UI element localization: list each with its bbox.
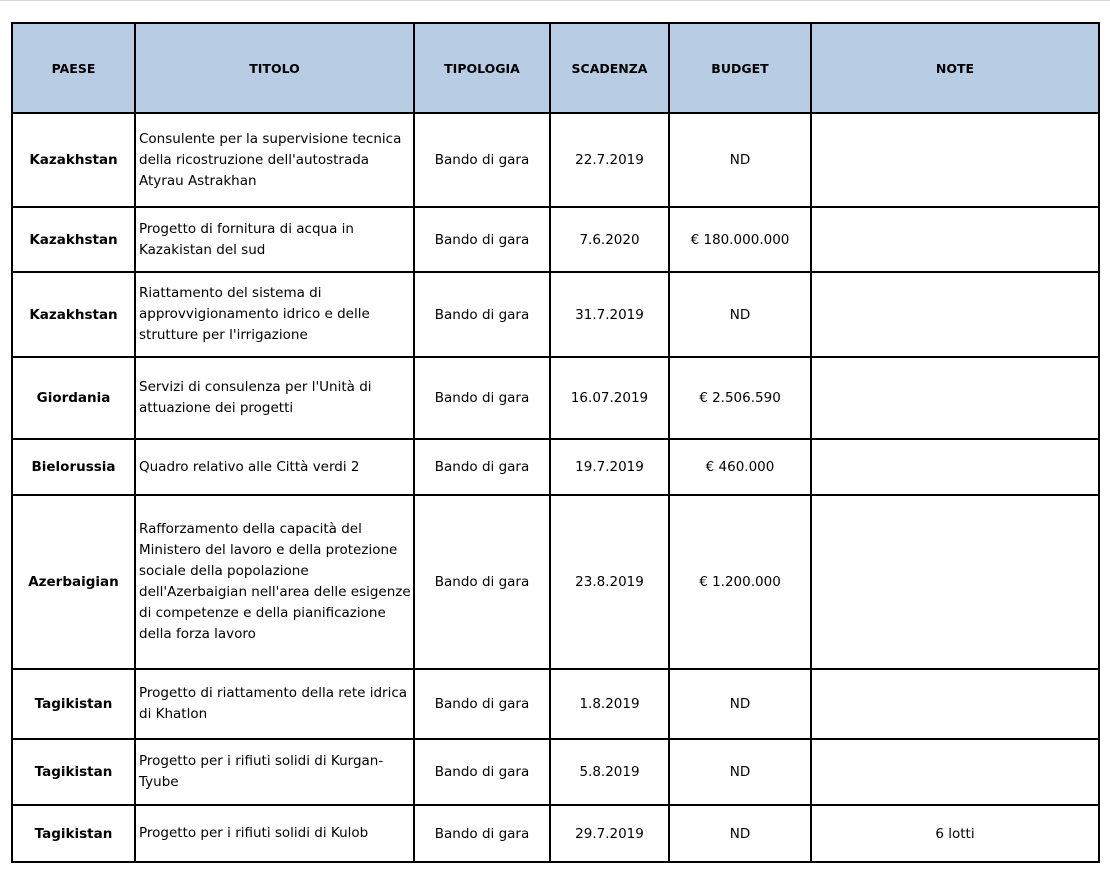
cell-note bbox=[811, 739, 1099, 805]
cell-scadenza: 22.7.2019 bbox=[550, 113, 669, 207]
cell-titolo: Riattamento del sistema di approvvigionamento idrico e delle strutture per l'irrigazione bbox=[135, 272, 414, 357]
cell-titolo: Rafforzamento della capacità del Ministero del lavoro e della protezione sociale della popolazione dell'Azerbaigian nell'area delle esigenze di competenze e della pianificazione della forza lavoro bbox=[135, 495, 414, 669]
header-tipologia: TIPOLOGIA bbox=[414, 23, 550, 113]
cell-tipologia: Bando di gara bbox=[414, 113, 550, 207]
cell-tipologia: Bando di gara bbox=[414, 739, 550, 805]
table-row bbox=[12, 113, 1099, 207]
cell-paese: Tagikistan bbox=[12, 669, 135, 739]
cell-tipologia: Bando di gara bbox=[414, 805, 550, 862]
cell-budget: € 2.506.590 bbox=[669, 357, 811, 439]
cell-tipologia: Bando di gara bbox=[414, 207, 550, 272]
cell-titolo: Progetto per i rifiuti solidi di Kurgan-Tyube bbox=[135, 739, 414, 805]
cell-scadenza: 7.6.2020 bbox=[550, 207, 669, 272]
cell-paese: Bielorussia bbox=[12, 439, 135, 495]
cell-budget: ND bbox=[669, 113, 811, 207]
cell-budget: ND bbox=[669, 669, 811, 739]
top-divider bbox=[0, 0, 1110, 1]
cell-scadenza: 5.8.2019 bbox=[550, 739, 669, 805]
cell-note bbox=[811, 495, 1099, 669]
table-row bbox=[12, 357, 1099, 439]
cell-titolo: Quadro relativo alle Città verdi 2 bbox=[135, 439, 414, 495]
cell-scadenza: 23.8.2019 bbox=[550, 495, 669, 669]
header-titolo: TITOLO bbox=[135, 23, 414, 113]
header-scadenza: SCADENZA bbox=[550, 23, 669, 113]
cell-budget: ND bbox=[669, 272, 811, 357]
cell-scadenza: 29.7.2019 bbox=[550, 805, 669, 862]
cell-budget: € 460.000 bbox=[669, 439, 811, 495]
cell-scadenza: 19.7.2019 bbox=[550, 439, 669, 495]
cell-tipologia: Bando di gara bbox=[414, 272, 550, 357]
cell-tipologia: Bando di gara bbox=[414, 669, 550, 739]
table-row bbox=[12, 495, 1099, 669]
header-paese: PAESE bbox=[12, 23, 135, 113]
cell-note: 6 lotti bbox=[811, 805, 1099, 862]
cell-note bbox=[811, 357, 1099, 439]
header-budget: BUDGET bbox=[669, 23, 811, 113]
cell-note bbox=[811, 207, 1099, 272]
cell-note bbox=[811, 439, 1099, 495]
cell-budget: € 180.000.000 bbox=[669, 207, 811, 272]
cell-titolo: Progetto di riattamento della rete idrica di Khatlon bbox=[135, 669, 414, 739]
cell-titolo: Progetto di fornitura di acqua in Kazakistan del sud bbox=[135, 207, 414, 272]
table-row bbox=[12, 272, 1099, 357]
cell-titolo: Progetto per i rifiuti solidi di Kulob bbox=[135, 805, 414, 862]
cell-paese: Kazakhstan bbox=[12, 207, 135, 272]
table-row bbox=[12, 669, 1099, 739]
cell-budget: € 1.200.000 bbox=[669, 495, 811, 669]
cell-budget: ND bbox=[669, 739, 811, 805]
cell-note bbox=[811, 669, 1099, 739]
cell-titolo: Consulente per la supervisione tecnica della ricostruzione dell'autostrada Atyrau Astrakhan bbox=[135, 113, 414, 207]
cell-paese: Giordania bbox=[12, 357, 135, 439]
cell-paese: Kazakhstan bbox=[12, 113, 135, 207]
cell-paese: Tagikistan bbox=[12, 805, 135, 862]
table-row bbox=[12, 439, 1099, 495]
cell-budget: ND bbox=[669, 805, 811, 862]
cell-scadenza: 31.7.2019 bbox=[550, 272, 669, 357]
table-row bbox=[12, 739, 1099, 805]
cell-note bbox=[811, 113, 1099, 207]
cell-note bbox=[811, 272, 1099, 357]
header-row bbox=[12, 23, 1099, 113]
cell-paese: Azerbaigian bbox=[12, 495, 135, 669]
cell-paese: Kazakhstan bbox=[12, 272, 135, 357]
table-row bbox=[12, 207, 1099, 272]
tenders-table bbox=[11, 22, 1100, 863]
cell-scadenza: 16.07.2019 bbox=[550, 357, 669, 439]
cell-scadenza: 1.8.2019 bbox=[550, 669, 669, 739]
table-row bbox=[12, 805, 1099, 862]
cell-tipologia: Bando di gara bbox=[414, 495, 550, 669]
cell-paese: Tagikistan bbox=[12, 739, 135, 805]
header-note: NOTE bbox=[811, 23, 1099, 113]
cell-titolo: Servizi di consulenza per l'Unità di attuazione dei progetti bbox=[135, 357, 414, 439]
cell-tipologia: Bando di gara bbox=[414, 439, 550, 495]
cell-tipologia: Bando di gara bbox=[414, 357, 550, 439]
